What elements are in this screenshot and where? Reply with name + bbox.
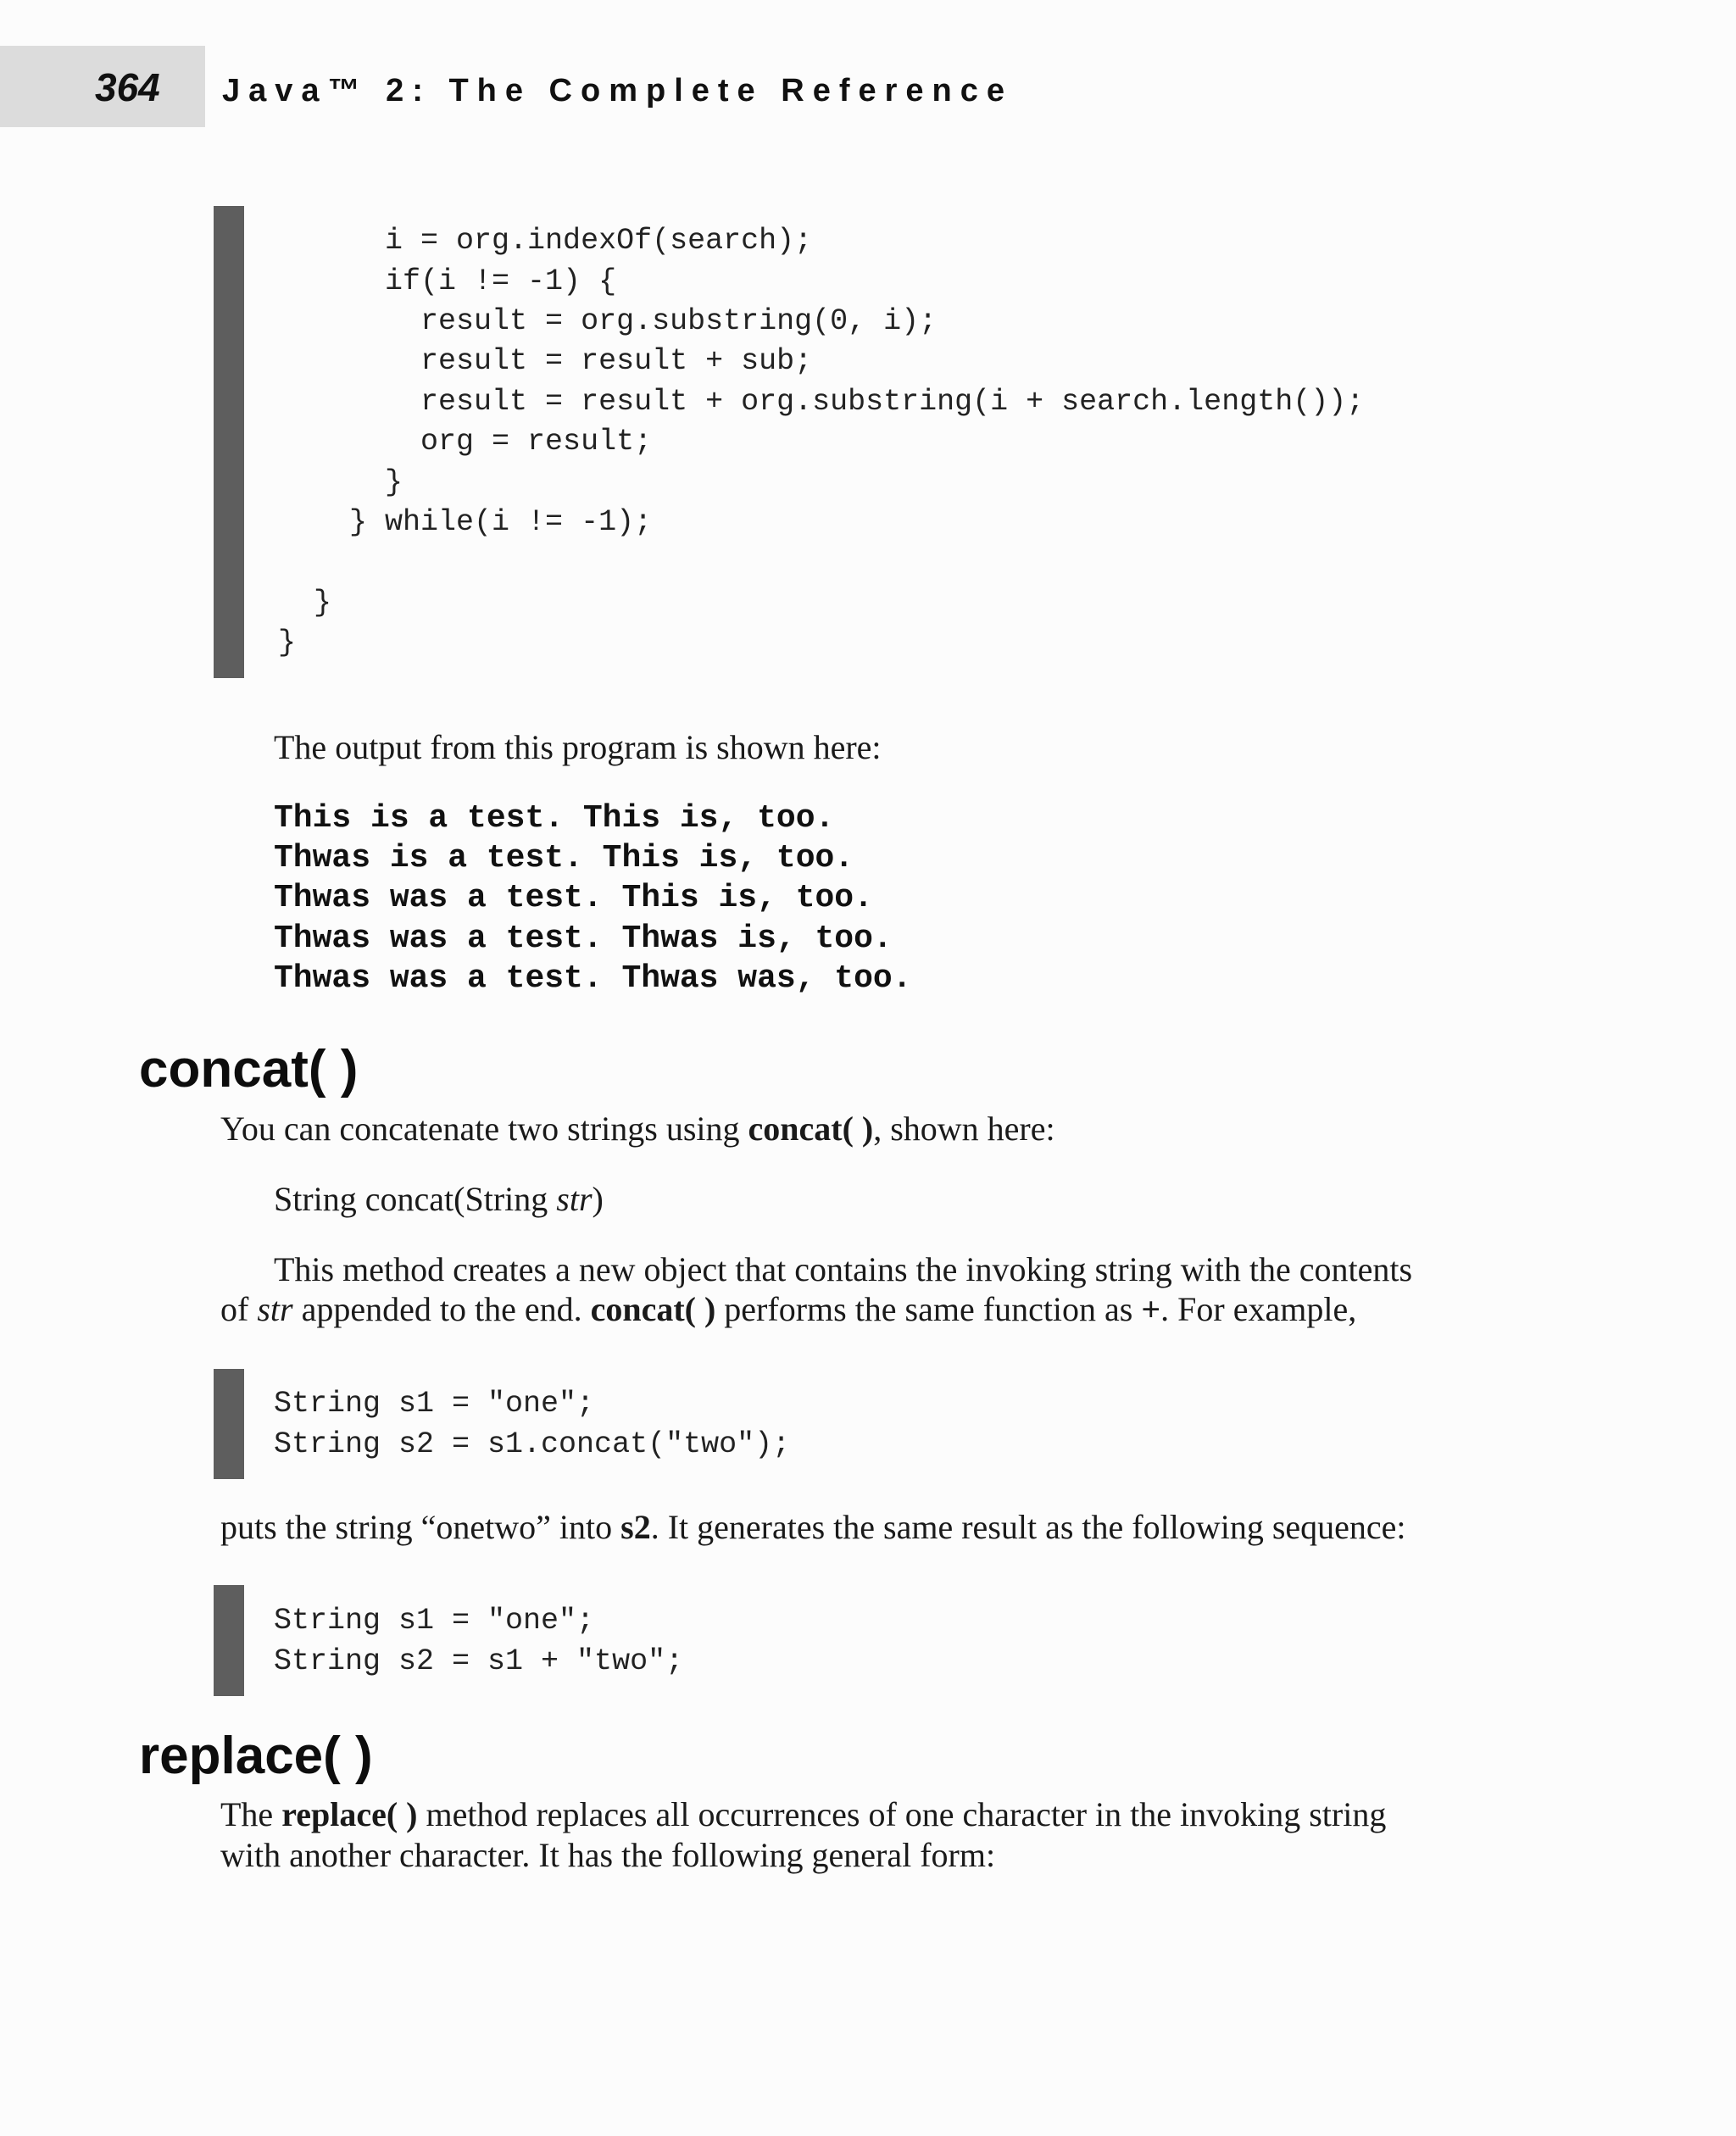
code-line: String s2 = s1.concat("two"); [274, 1427, 791, 1461]
output-intro: The output from this program is shown here: [274, 728, 882, 766]
code-line: String s2 = s1 + "two"; [274, 1644, 684, 1678]
concat-signature [274, 1179, 604, 1220]
code-line: } [242, 586, 332, 620]
code-line: String s1 = "one"; [274, 1387, 595, 1421]
text-run: . For example, [1160, 1290, 1357, 1328]
text-run: , shown here: [873, 1110, 1055, 1148]
method-name: concat( ) [748, 1110, 874, 1148]
replace-description-line1 [220, 1794, 1386, 1835]
output-line: This is a test. This is, too. [274, 800, 835, 837]
code-block-bar [214, 1585, 244, 1696]
text-run: appended to the end. [292, 1290, 591, 1328]
text-run: method replaces all occurrences of one character in the invoking string [417, 1795, 1387, 1833]
text-run: performs the same function as [715, 1290, 1142, 1328]
code-line: org = result; [242, 425, 653, 459]
code-line: i = org.indexOf(search); [242, 224, 813, 258]
page-number: 364 [95, 65, 160, 109]
code-line: result = result + sub; [242, 344, 813, 378]
method-name: concat( ) [590, 1290, 716, 1328]
text-run: The [220, 1795, 282, 1833]
code-line: result = result + org.substring(i + search.length()); [242, 385, 1365, 419]
concat-result-text [220, 1507, 1406, 1548]
code-line: String s1 = "one"; [274, 1604, 595, 1638]
param-ref: str [257, 1290, 293, 1328]
running-title: Java™ 2: The Complete Reference [222, 73, 1014, 108]
replace-description-line2: with another character. It has the following general form: [220, 1836, 996, 1874]
operator: + [1141, 1290, 1161, 1328]
code-line: } while(i != -1); [242, 505, 653, 539]
output-line: Thwas was a test. This is, too. [274, 880, 873, 916]
code-block-bar [214, 1369, 244, 1479]
code-block-bar [214, 206, 244, 678]
variable-ref: s2 [620, 1508, 651, 1546]
output-line: Thwas is a test. This is, too. [274, 840, 854, 876]
output-line: Thwas was a test. Thwas was, too. [274, 960, 912, 997]
text-run: You can concatenate two strings using [220, 1110, 748, 1148]
text-run: of [220, 1290, 258, 1328]
text-run: . It generates the same result as the following sequence: [650, 1508, 1406, 1546]
concat-description-line2 [220, 1289, 1356, 1330]
code-line: } [242, 626, 297, 659]
method-name: replace( ) [281, 1795, 418, 1833]
signature-param: str [556, 1180, 593, 1218]
signature-close: ) [592, 1180, 604, 1218]
section-heading-replace: replace( ) [139, 1727, 373, 1785]
output-line: Thwas was a test. Thwas is, too. [274, 921, 893, 957]
signature-text: String concat(String [274, 1180, 557, 1218]
concat-intro [220, 1109, 1055, 1149]
code-line: result = org.substring(0, i); [242, 304, 938, 338]
code-line: if(i != -1) { [242, 264, 617, 298]
code-line: } [242, 465, 403, 499]
concat-description-line1: This method creates a new object that contains the invoking string with the contents [274, 1250, 1413, 1288]
section-heading-concat: concat( ) [139, 1040, 359, 1099]
text-run: puts the string “onetwo” into [220, 1508, 621, 1546]
